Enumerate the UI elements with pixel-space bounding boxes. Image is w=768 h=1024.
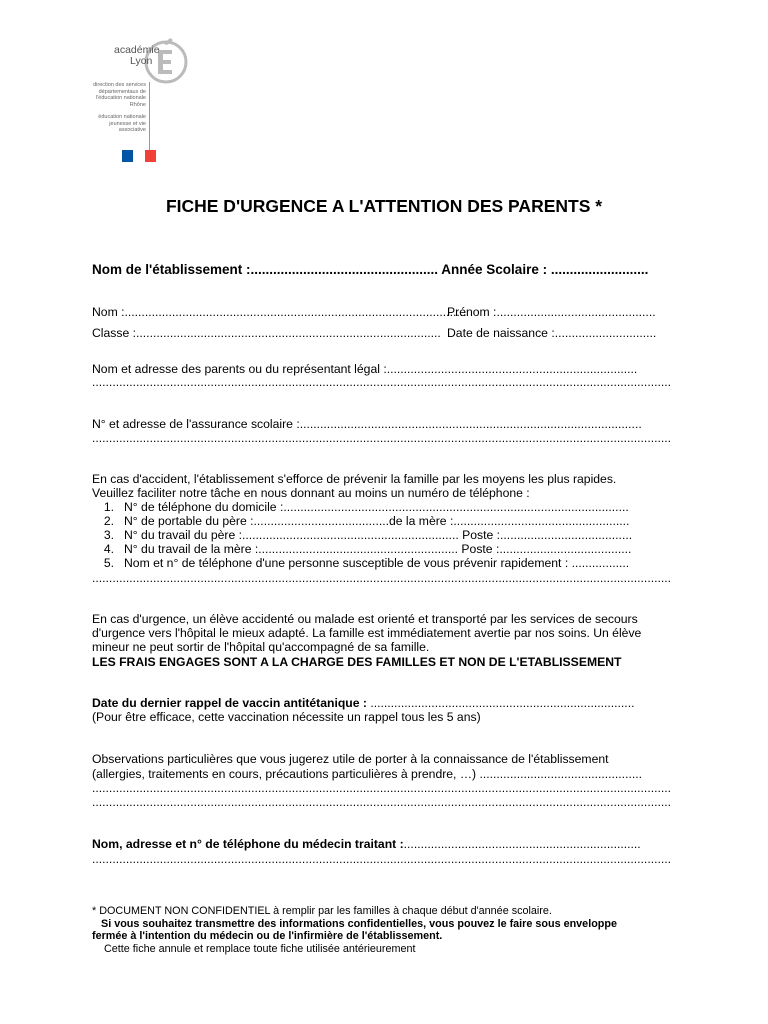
etablissement-line: Nom de l'établissement :.................................................. Année Scolaire : .......................... [92,262,649,277]
assurance-field-cont: ........................................................................................................................................................................... [92,431,672,445]
parents-field: Nom et adresse des parents ou du représentant légal :.......................................................................... [92,362,638,376]
urgence-line1: En cas d'urgence, un élève accidenté ou malade est orienté et transporté par les services de secours [92,612,638,626]
nom-field: Nom :..................................................................................................... [92,305,467,319]
phone-item-3: 3. N° du travail du père :................................................................ Poste :....................................... [103,528,633,542]
footer-line2: Si vous souhaitez transmettre des informations confidentielles, vous pouvez le faire sous enveloppe [101,918,617,930]
frais-notice: LES FRAIS ENGAGES SONT A LA CHARGE DES FAMILLES ET NON DE L'ETABLISSEMENT [92,655,622,669]
assurance-field: N° et adresse de l'assurance scolaire :..................................................................................................... [92,417,642,431]
observations-line1: Observations particulières que vous jugerez utile de porter à la connaissance de l'établissement [92,752,609,766]
phone-item-5: 5. Nom et n° de téléphone d'une personne susceptible de vous prévenir rapidement : ................. [103,556,630,570]
vaccin-line: Date du dernier rappel de vaccin antitétanique : .............................................................................. [92,696,635,710]
urgence-line3: mineur ne peut sortir de l'hôpital qu'accompagné de sa famille. [92,640,430,654]
observations-line2: (allergies, traitements en cours, précautions particulières à prendre, …) ................................................ [92,767,642,781]
academie-logo [84,30,194,170]
urgence-line2: d'urgence vers l'hôpital le mieux adapté. La famille est immédiatement avertie par nos soins. Un élève [92,626,642,640]
accident-line1: En cas d'accident, l'établissement s'efforce de prévenir la famille par les moyens les plus rapides. [92,472,617,486]
footer-line1: * DOCUMENT NON CONFIDENTIEL à remplir par les familles à chaque début d'année scolaire. [92,905,552,917]
parents-field-cont: ........................................................................................................................................................................... [92,375,672,389]
french-flag-icon [122,150,156,162]
observations-cont1: ........................................................................................................................................................................... [92,781,672,795]
classe-field: Classe :.......................................................................................... [92,326,441,340]
ministry-text: éducation nationale jeunesse et vie associative [98,114,146,133]
direction-text: direction des services départementaux de l'éducation nationale Rhône [93,82,146,108]
medecin-line: Nom, adresse et n° de téléphone du médecin traitant :...................................................................... [92,837,641,851]
accident-line2: Veuillez faciliter notre tâche en nous donnant au moins un numéro de téléphone : [92,486,530,500]
page-title: FICHE D'URGENCE A L'ATTENTION DES PARENTS * [165,196,603,216]
prenom-field: Prénom :............................................... [447,305,656,319]
medecin-cont: ........................................................................................................................................................................... [92,852,672,866]
academie-word: académie [114,44,160,56]
phone-item-cont: ........................................................................................................................................................................... [92,571,672,585]
vaccin-note: (Pour être efficace, cette vaccination nécessite un rappel tous les 5 ans) [92,710,481,724]
footer-line3: fermée à l'intention du médecin ou de l'infirmière de l'établissement. [92,930,443,942]
footer-line4: Cette fiche annule et remplace toute fiche utilisée antérieurement [104,943,416,955]
naissance-field: Date de naissance :.............................. [447,326,657,340]
phone-item-4: 4. N° du travail de la mère :........................................................... Poste :....................................... [103,542,632,556]
phone-item-2: 2. N° de portable du père :........................................de la mère :.................................................... [103,514,630,528]
observations-cont2: ........................................................................................................................................................................... [92,795,672,809]
academie-city: Lyon [130,55,153,67]
phone-item-1: 1. N° de téléphone du domicile :...................................................................................................... [103,500,629,514]
